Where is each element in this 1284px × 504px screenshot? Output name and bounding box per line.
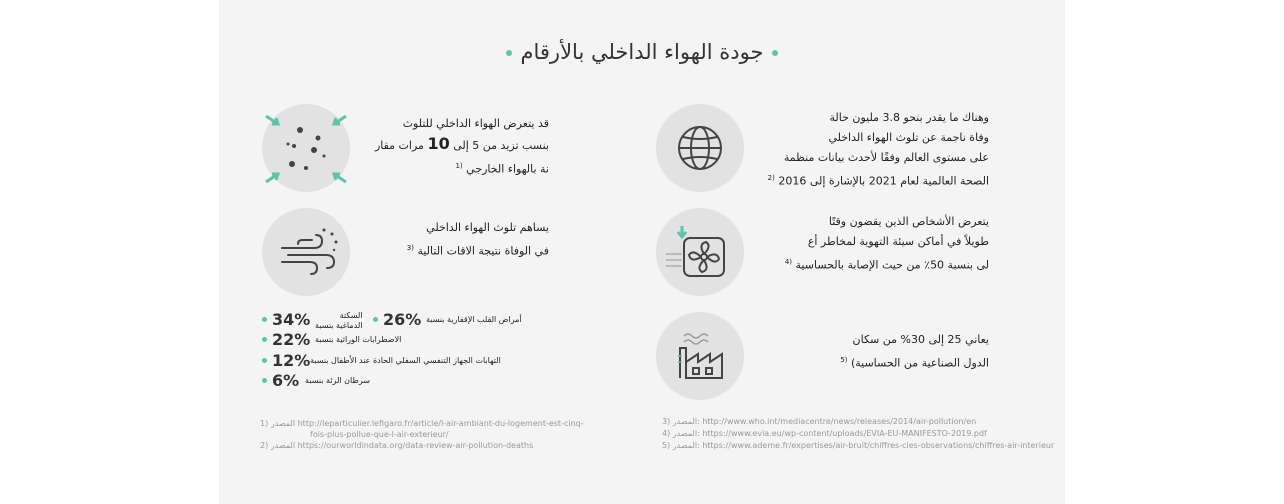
globe-icon <box>656 104 744 192</box>
stroke-value: 34% <box>272 310 311 329</box>
source-3-link[interactable]: http://www.who.int/mediacentre/news/releases/2014/air-pollution/en <box>702 417 977 426</box>
heart-value: 26% <box>383 310 422 329</box>
infographic-panel <box>219 0 1065 504</box>
source-2: 2) المصدر https://ourworldindata.org/data-review-air-pollution-deaths <box>260 441 534 450</box>
source-5: 5) المصدر: https://www.ademe.fr/expertises/air-bruit/chiffres-cles-observations/chiffres-air-interieur <box>662 441 1055 450</box>
source-5-link[interactable]: https://www.ademe.fr/expertises/air-bruit/chiffres-cles-observations/chiffres-air-interieur <box>702 441 1055 450</box>
bullet <box>262 378 267 383</box>
stat-allergy-text: يعاني 25 إلى 30% من سكان الدول الصناعية من الحساسية) $^{(5}$ <box>840 333 989 370</box>
title-dot <box>772 50 778 56</box>
source-4-link[interactable]: https://www.evia.eu/wp-content/uploads/EVIA-EU-MANIFESTO-2019.pdf <box>702 429 987 438</box>
stroke-label: السكتة الدماغية بنسبة <box>315 311 363 330</box>
bullet <box>262 358 267 363</box>
respiratory-label: التهابات الجهاز التنفسي السفلي الحادة عند الأطفال بنسبة <box>310 356 501 365</box>
source-4: 4) المصدر: https://www.evia.eu/wp-content/uploads/EVIA-EU-MANIFESTO-2019.pdf <box>662 429 987 438</box>
title-dot <box>506 50 512 56</box>
page-title: جودة الهواء الداخلي بالأرقام <box>219 40 1065 64</box>
stat-pollution-text: قد يتعرض الهواء الداخلي للتلوث بنسب تزيد من 5 إلى 10 مرات مقار نة بالهواء الخارجي $^{(1}$ <box>374 117 549 176</box>
bullet <box>373 317 378 322</box>
stat-causes-text: يساهم تلوث الهواء الداخلي في الوفاة نتيجة الاقات التالية $^{(3}$ <box>406 221 549 258</box>
lung-label: سرطان الرئة بنسبة <box>305 376 370 385</box>
particles-icon <box>262 104 350 192</box>
lung-value: 6% <box>272 371 300 390</box>
stat-ventilation-text: يتعرض الأشخاص الذين يقضون وقتًا طويلاً في أماكن سيئة التهوية لمخاطر أع لى بنسبة 50٪ من حيث الإصابة بالحساسية $^{(4}$ <box>784 215 989 272</box>
fan-icon <box>656 208 744 296</box>
source-3: 3) المصدر: http://www.who.int/mediacentre/news/releases/2014/air-pollution/en <box>662 417 977 426</box>
mental-label: الاضطرابات الوراثية بنسبة <box>315 335 402 344</box>
source-1: 1) المصدر http://leparticulier.lefigaro.fr/article/l-air-ambiant-du-logement-est-cinq- fois-plus-pollue-que-l-air-exterieur/ <box>260 419 584 439</box>
factory-icon <box>656 312 744 400</box>
source-2-link[interactable]: https://ourworldindata.org/data-review-air-pollution-deaths <box>297 441 534 450</box>
heart-label: أمراض القلب الإقفارية بنسبة <box>426 315 522 324</box>
stat-deaths-text: وهناك ما يقدر بنحو 3.8 مليون حالة وفاة ناجمة عن تلوث الهواء الداخلي على مستوى العالم وفقًا لأحدث بيانات منظمة الصحة العالمية لعام 2021 بالإشارة إلى 2016 $^{(2}$ <box>767 111 989 188</box>
wind-icon <box>262 208 350 296</box>
respiratory-value: 12% <box>272 351 311 370</box>
source-1-link[interactable]: http://leparticulier.lefigaro.fr/article/l-air-ambiant-du-logement-est-cinq- <box>297 419 584 428</box>
mental-value: 22% <box>272 330 311 349</box>
bullet <box>262 337 267 342</box>
bullet <box>262 317 267 322</box>
